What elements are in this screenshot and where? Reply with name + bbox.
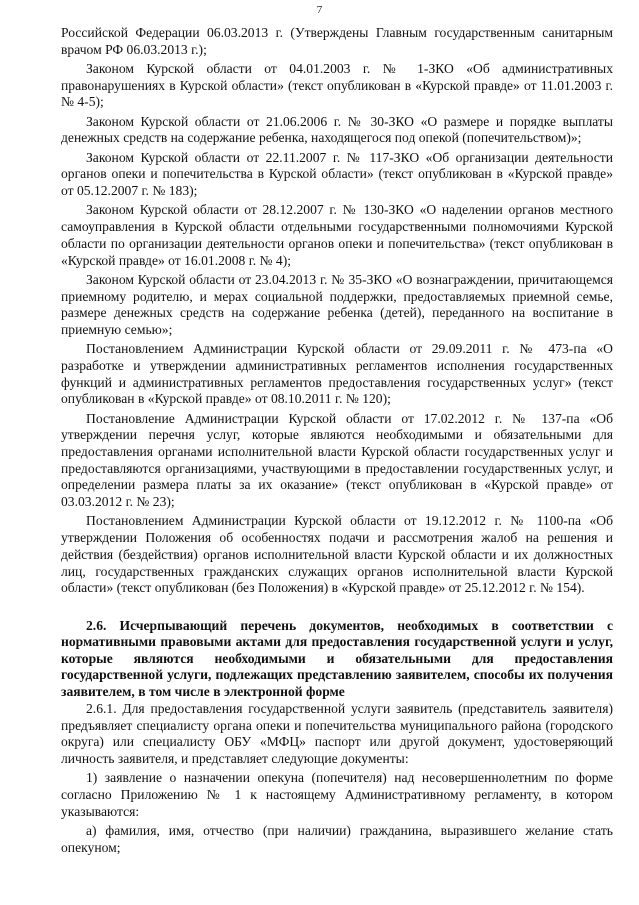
section-heading-2-6: 2.6. Исчерпывающий перечень документов, необходимых в соответствии с нормативными правовыми актами для предоставления государственной услуги и услуг, которые являются необходимыми и обязательными для предоставления государственной услуги, подлежащих представлению заявителем, способы их получения заявителем, в том числе в электронной форме [61,617,613,699]
paragraph-law-130-zko: Законом Курской области от 28.12.2007 г. № 130-ЗКО «О наделении органов местного самоуправления в Курской области отдельными государственными полномочиями Курской области по организации деятельности органов опеки и попечительства» (текст опубликован в «Курской правде» от 16.01.2008 г. № 4); [61,202,613,268]
paragraph-item-1: 1) заявление о назначении опекуна (попечителя) над несовершеннолетним по форме согласно Приложению № 1 к настоящему Административному регламенту, в котором указываются: [61,770,613,819]
paragraph-law-1-zko: Законом Курской области от 04.01.2003 г. № 1-ЗКО «Об административных правонарушениях в Курской области» (текст опубликован в «Курской правде» от 11.01.2003 г. № 4-5); [61,61,613,110]
paragraph-law-30-zko: Законом Курской области от 21.06.2006 г. № 30-ЗКО «О размере и порядке выплаты денежных средств на содержание ребенка, находящегося под опекой (попечительством)»; [61,113,613,146]
paragraph-2-6-1: 2.6.1. Для предоставления государственной услуги заявитель (представитель заявителя) предъявляет специалисту органа опеки и попечительства муниципального района (городского округа) или специалисту ОБУ «МФЦ» паспорт или другой документ, удостоверяющий личность заявителя, и представляет следующие документы: [61,700,613,767]
page-number: 7 [316,4,323,16]
paragraph-resolution-137: Постановление Администрации Курской области от 17.02.2012 г. № 137-па «Об утверждении перечня услуг, которые являются необходимыми и обязательными для предоставления органами исполнительной власти Курской области государственных услуг и предоставляются организациями, участвующими в предоставлении государственных услуг, и определении размера платы за их оказание» (текст опубликован в «Курской правде» от 03.03.2012 г. № 23); [61,410,613,510]
document-body [61,25,613,859]
paragraph-resolution-473: Постановлением Администрации Курской области от 29.09.2011 г. № 473-па «О разработке и утверждении административных регламентов исполнения государственных функций и административных регламентов предоставления государственных услуг» (текст опубликован в «Курской правде» от 08.10.2011 г. № 120); [61,341,613,407]
paragraph-resolution-1100: Постановлением Администрации Курской области от 19.12.2012 г. № 1100-па «Об утверждении Положения об особенностях подачи и рассмотрения жалоб на решения и действия (бездействия) органов исполнительной власти Курской области и их должностных лиц, государственных гражданских служащих органов исполнительной власти Курской области» (текст опубликован (без Положения) в «Курской правде» от 25.12.2012 г. № 154). [61,513,613,596]
paragraph-law-117-zko: Законом Курской области от 22.11.2007 г. № 117-ЗКО «Об организации деятельности органов опеки и попечительства в Курской области» (текст опубликован в «Курской правде» от 05.12.2007 г. № 183); [61,149,613,199]
paragraph-continuation: Российской Федерации 06.03.2013 г. (Утверждены Главным государственным санитарным врачом РФ 06.03.2013 г.); [61,25,613,57]
paragraph-law-35-zko: Законом Курской области от 23.04.2013 г. № 35-ЗКО «О вознаграждении, причитающемся приемному родителю, и мерах социальной поддержки, предоставляемых приемной семье, размере денежных средств на содержание ребенка (детей), переданного на воспитание в приемную семью»; [61,271,613,337]
paragraph-item-a: а) фамилия, имя, отчество (при наличии) гражданина, выразившего желание стать опекуном; [61,823,613,855]
